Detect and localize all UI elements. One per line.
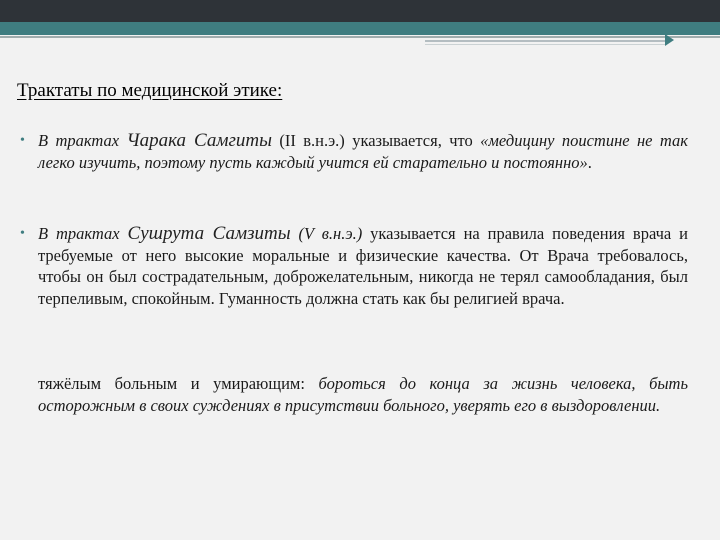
header-rule: [0, 36, 720, 38]
text-run: .: [587, 152, 592, 172]
paragraph-patients: [20, 373, 688, 416]
paragraph-text: [38, 223, 688, 309]
treatise-name: Сушрута Самзиты: [127, 223, 291, 244]
header-rule-short: [425, 40, 665, 42]
paragraph-text: [38, 373, 688, 416]
text-run: (V в.н.э.): [290, 224, 363, 243]
bullet-paragraph-charaka: [20, 130, 688, 173]
header-chevron-icon: [665, 34, 674, 46]
text-run: В трактах: [38, 131, 127, 150]
bullet-paragraph-sushruta: [20, 223, 688, 309]
header-bar-accent: [0, 22, 720, 35]
bullet-icon: •: [20, 226, 25, 241]
text-run: (II в.н.э.) указывается, что: [271, 131, 481, 150]
treatise-name: Чарака Самгиты: [126, 130, 272, 151]
header-bar-dark: [0, 0, 720, 22]
bullet-icon: •: [20, 133, 25, 148]
text-run: бороться до конца за жизнь человека, быть осторожным в своих суждениях в присутствии больного, уверять его в выздоровлении.: [38, 374, 688, 415]
quote-text: «медицину поистине не так легко изучить, поэтому пусть каждый учится ей старательно и постоянно»: [38, 131, 688, 172]
text-run: указывается на правила поведения врача и требуемые от него высокие моральные и физические качества. От Врача требовалось, чтобы он был сострадательным, доброжелательным, никогда не терял самообладания, был терпеливым, спокойным. Гуманность должна стать как бы религией врача.: [38, 224, 689, 308]
slide-title: Трактаты по медицинской этике:: [17, 80, 283, 101]
text-run: тяжёлым больным и умирающим:: [38, 374, 319, 393]
text-run: В трактах: [38, 224, 128, 243]
header-rule-thin: [425, 44, 665, 45]
paragraph-text: [38, 130, 688, 173]
